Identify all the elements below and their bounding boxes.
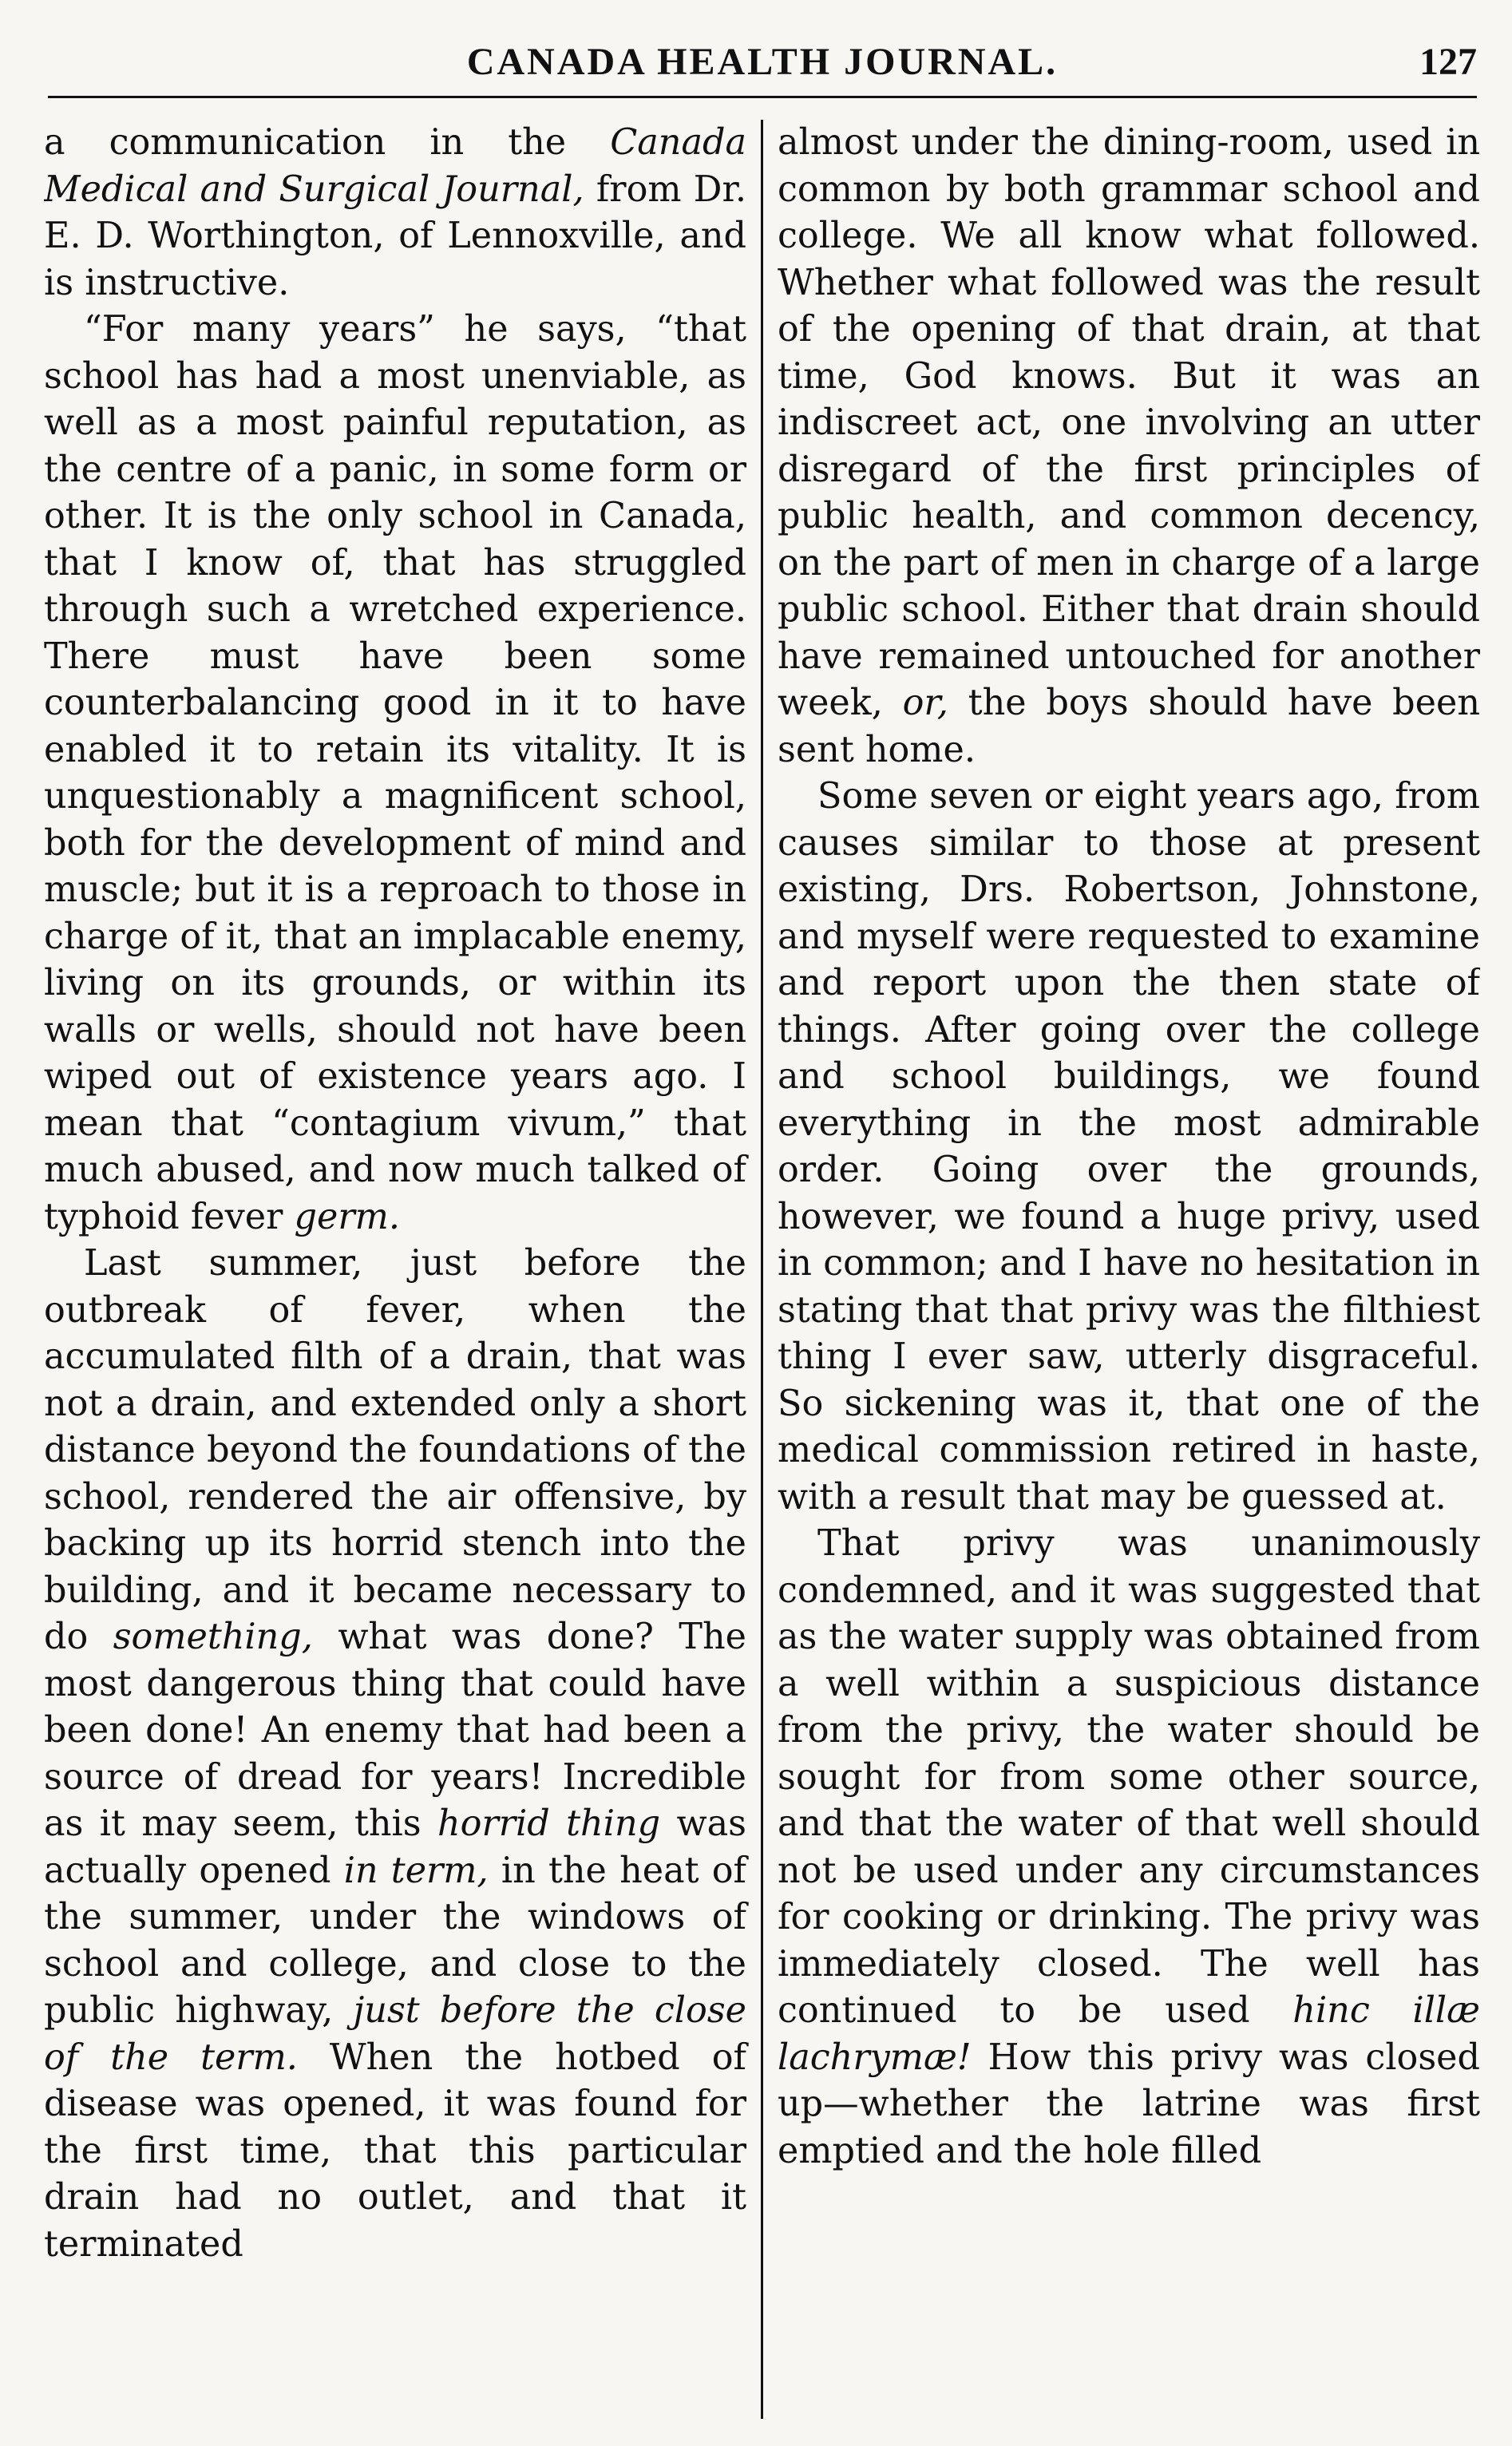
text-run: in the heat of the summer, under the windows of school and college, and close to the public highway, (44, 1850, 746, 2031)
emphasis: just before the close of the term. (44, 1990, 746, 2078)
emphasis: or, (902, 683, 948, 723)
paragraph (44, 120, 746, 307)
emphasis: germ. (294, 1196, 400, 1237)
text-run: When the hotbed of disease was opened, it was found for the first time, that this particular drain had no outlet, and that it terminated (44, 2036, 746, 2265)
paragraph (778, 1521, 1480, 2175)
text-run: a communication in the (44, 122, 611, 163)
text-run: “For many years” he says, “that school has had a most unenviable, as well as a most painful reputation, as the centre of a panic, in some form or other. It is the only school in Canada, that I know of, that has struggled through such a wretched experience. There must have been some counterbalancing good in it to have enabled it to retain its vitality. It is unquestionably a magnificent school, both for the development of mind and muscle; but it is a reproach to those in charge of it, that an implacable enemy, living on its grounds, or within its walls or wells, should not have been wiped out of existence years ago. I mean that “contagium vivum,” that much abused, and now much talked of typhoid fever (44, 309, 746, 1237)
page-header (48, 32, 1477, 98)
text-columns (44, 120, 1481, 2419)
right-column (763, 120, 1480, 2419)
journal-name: Canada Medical and Surgical Journal, (44, 122, 746, 210)
text-run: almost under the dining-room, used in common by both grammar school and college. We all know what followed. Whether what followed was the result of the opening of that drain, at that time, God knows. But it was an indiscreet act, one involving an utter disregard of the first principles of public health, and common decency, on the part of men in charge of a large public school. Either that drain should have remained untouched for another week, (778, 122, 1480, 723)
text-run: from Dr. E. D. Worthington, of Lennoxville, and is instructive. (44, 168, 746, 303)
emphasis: horrid thing (437, 1803, 661, 1844)
paragraph (44, 1241, 746, 2268)
left-column (44, 120, 761, 2419)
text-run: the boys should have been sent home. (778, 683, 1480, 770)
text-run: That privy was unanimously condemned, and it was suggested that as the water supply was obtained from a well within a suspicious distance from the privy, the water should be sought for from some other source, and that the water of that well should not be used under any circumstances for cooking or drinking. The privy was immediately closed. The well has continued to be used (778, 1523, 1480, 2031)
page-number: 127 (1419, 41, 1477, 83)
running-title: CANADA HEALTH JOURNAL. (466, 41, 1059, 83)
emphasis: something, (113, 1617, 313, 1657)
text-run: Last summer, just before the outbreak of fever, when the accumulated filth of a drain, that was not a drain, and extended only a short distance beyond the foundations of the school, rendered the air offensive, by backing up its horrid stench into the building, and it became necessary to do (44, 1243, 746, 1657)
text-run: was actually opened (44, 1803, 746, 1891)
paragraph (778, 120, 1480, 774)
paragraph (44, 307, 746, 1241)
text-run: How this privy was closed up—whether the latrine was first emptied and the hole filled (778, 2036, 1480, 2171)
latin-phrase: hinc illæ lachrymæ! (778, 1990, 1480, 2078)
emphasis: in term, (343, 1850, 489, 1891)
paragraph: Some seven or eight years ago, from causes similar to those at present existing, Drs. Robertson, Johnstone, and myself were requested to examine and report upon the then state of things. After going over the college and school buildings, we found everything in the most admirable order. Going over the grounds, however, we found a huge privy, used in common; and I have no hesitation in stating that that privy was the filthiest thing I ever saw, utterly disgraceful. So sickening was it, that one of the medical commission retired in haste, with a result that may be guessed at. (778, 776, 1480, 1518)
text-run: what was done? The most dangerous thing that could have been done! An enemy that had been a source of dread for years! Incredible as it may seem, this (44, 1617, 746, 1844)
